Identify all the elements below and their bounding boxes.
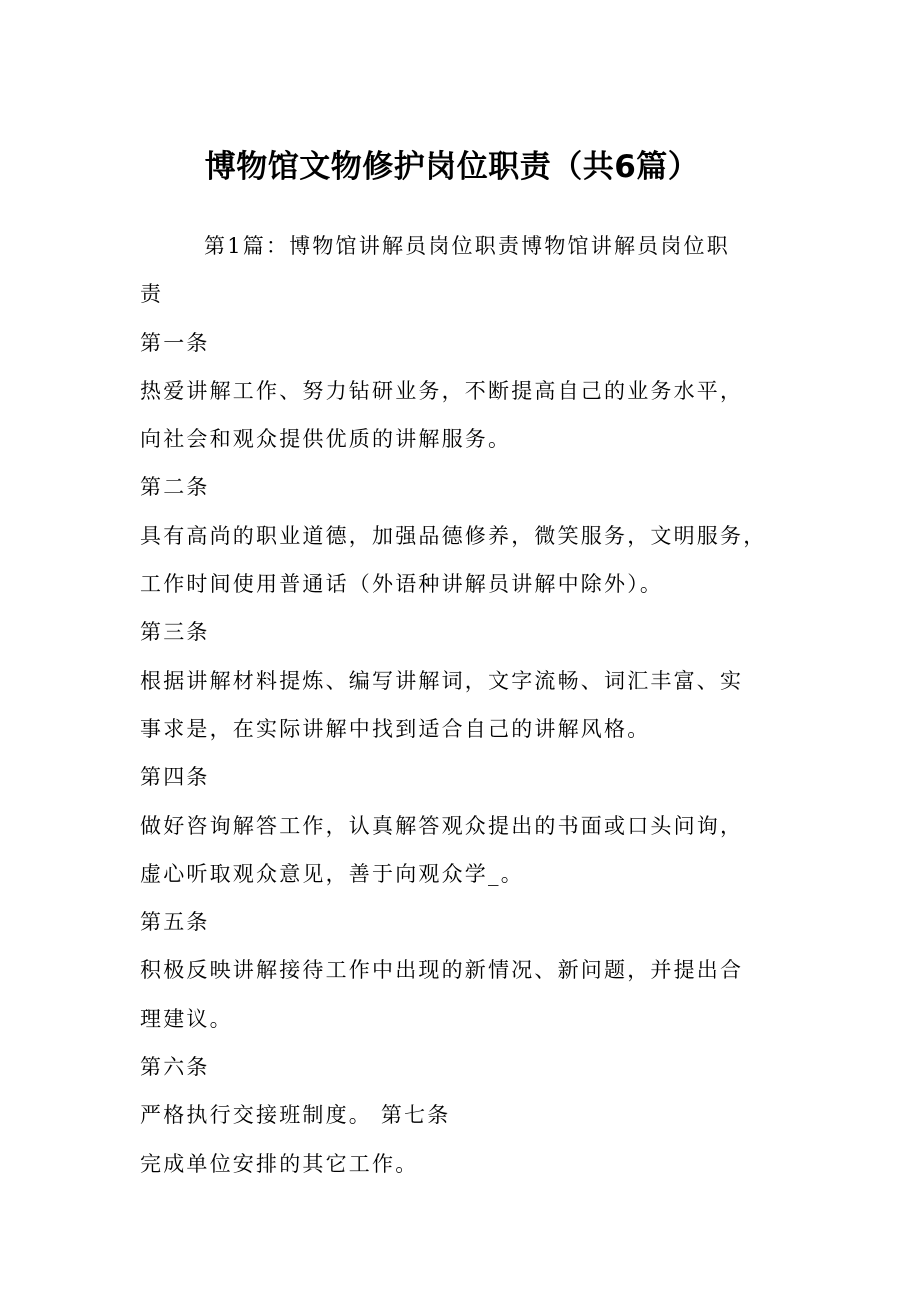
section-heading-line: 第1篇：博物馆讲解员岗位职责博物馆讲解员岗位职 — [204, 234, 730, 258]
paragraph-line: 根据讲解材料提炼、编写讲解词，文字流畅、词汇丰富、实 — [140, 668, 744, 693]
document-body — [140, 222, 790, 1188]
document-title: 博物馆文物修护岗位职责（共6篇） — [204, 149, 700, 185]
paragraph-line: 虚心听取观众意见，善于向观众学_。 — [140, 861, 524, 886]
article-label: 第四条 — [140, 765, 210, 790]
paragraph-line: 热爱讲解工作、努力钻研业务，不断提高自己的业务水平， — [140, 378, 744, 403]
paragraph-line: 积极反映讲解接待工作中出现的新情况、新问题，并提出合 — [140, 958, 744, 983]
article-label: 第五条 — [140, 910, 210, 935]
article-label: 第二条 — [140, 475, 210, 500]
article-label: 第六条 — [140, 1055, 210, 1080]
paragraph-line: 严格执行交接班制度。 第七条 — [140, 1103, 451, 1128]
paragraph-line: 理建议。 — [140, 1006, 233, 1031]
article-label: 第一条 — [140, 330, 210, 355]
paragraph-line: 完成单位安排的其它工作。 — [140, 1151, 419, 1176]
paragraph-line: 事求是，在实际讲解中找到适合自己的讲解风格。 — [140, 716, 651, 741]
section-heading-line: 责 — [140, 282, 164, 307]
paragraph-line: 工作时间使用普通话（外语种讲解员讲解中除外）。 — [140, 572, 664, 597]
article-label: 第三条 — [140, 620, 210, 645]
paragraph-line: 具有高尚的职业道德，加强品德修养，微笑服务，文明服务， — [140, 523, 767, 548]
paragraph-line: 做好咨询解答工作，认真解答观众提出的书面或口头问询， — [140, 813, 744, 838]
paragraph-line: 向社会和观众提供优质的讲解服务。 — [140, 427, 512, 452]
